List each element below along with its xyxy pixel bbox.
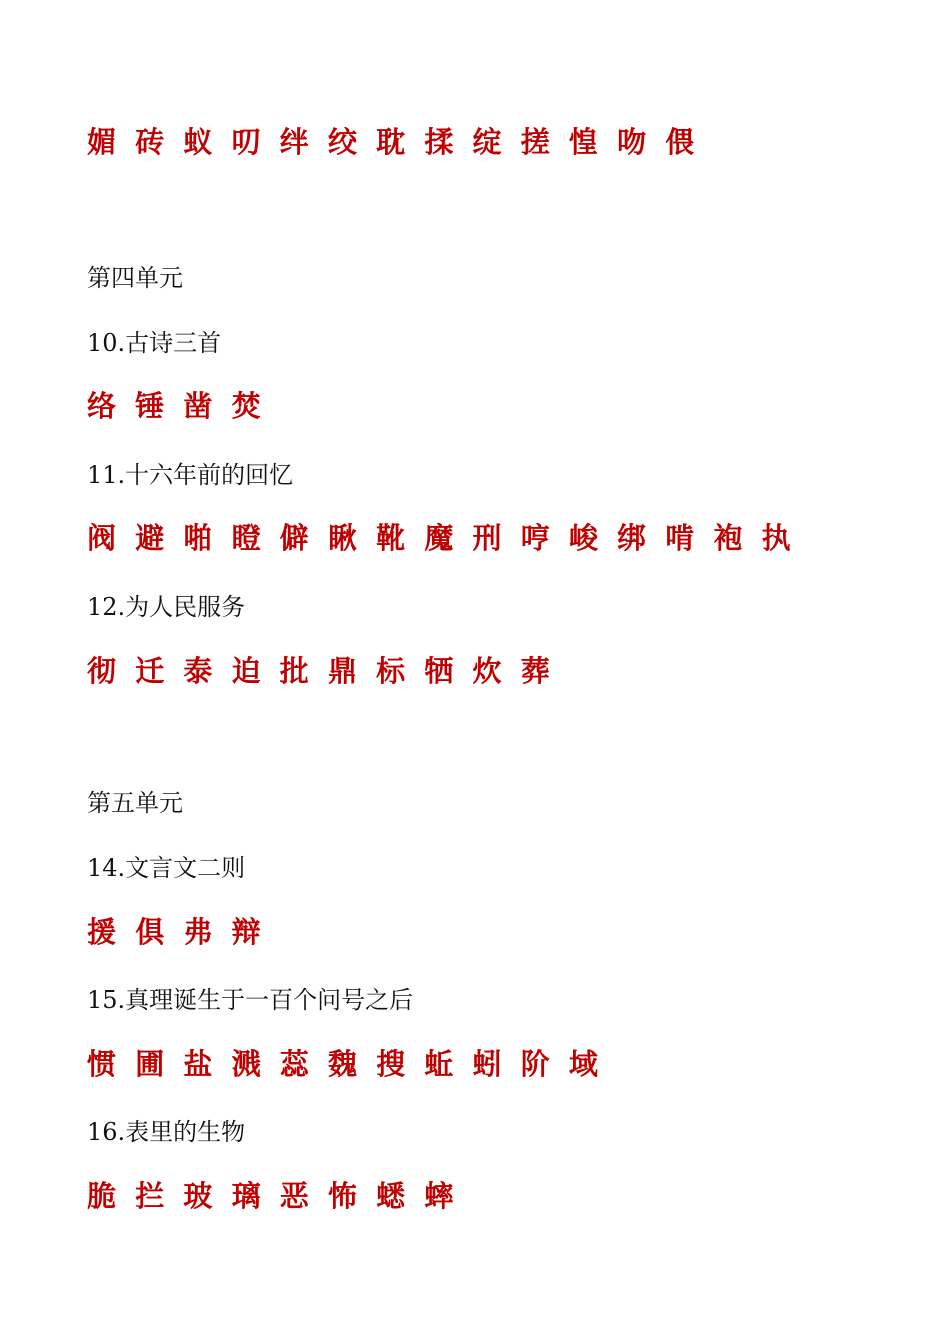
vocab-char: 绞: [327, 125, 357, 159]
vocab-char: 惯: [87, 1047, 117, 1081]
vocab-char: 啃: [665, 521, 695, 555]
vocab-char: 阶: [520, 1047, 550, 1081]
vocab-char: 玻: [183, 1179, 213, 1213]
vocab-char: 绽: [472, 125, 502, 159]
vocab-char: 葬: [520, 654, 550, 688]
vocab-char: 辩: [231, 915, 261, 949]
vocab-char: 魏: [327, 1047, 357, 1081]
vocab-char: 吻: [617, 125, 647, 159]
vocab-char: 蟋: [376, 1179, 406, 1213]
vocab-char: 盐: [183, 1047, 213, 1081]
vocab-char: 叨: [231, 125, 261, 159]
vocab-char: 恶: [279, 1179, 309, 1213]
vocab-char: 援: [87, 915, 117, 949]
vocab-char: 媚: [87, 125, 117, 159]
char-row-lesson-16: [87, 1176, 473, 1216]
vocab-char: 溅: [231, 1047, 261, 1081]
vocab-char: 拦: [135, 1179, 165, 1213]
vocab-char: 俱: [135, 915, 165, 949]
vocab-char: 域: [568, 1047, 598, 1081]
vocab-char: 蕊: [279, 1047, 309, 1081]
unit-heading: 第四单元: [87, 264, 183, 292]
vocab-char: 标: [376, 654, 406, 688]
vocab-char: 瞅: [327, 521, 357, 555]
vocab-char: 脆: [87, 1179, 117, 1213]
char-row-lesson-15: [87, 1044, 617, 1084]
vocab-char: 砖: [135, 125, 165, 159]
lesson-title: 14.文言文二则: [87, 854, 246, 882]
char-row-intro: [87, 122, 713, 162]
lesson-title: 16.表里的生物: [87, 1118, 246, 1146]
vocab-char: 惶: [568, 125, 598, 159]
vocab-char: 啪: [183, 521, 213, 555]
vocab-char: 僻: [279, 521, 309, 555]
vocab-char: 怖: [327, 1179, 357, 1213]
vocab-char: 耽: [376, 125, 406, 159]
lesson-title: 15.真理诞生于一百个问号之后: [87, 986, 414, 1014]
vocab-char: 焚: [231, 389, 261, 423]
vocab-char: 搓: [520, 125, 550, 159]
vocab-char: 璃: [231, 1179, 261, 1213]
vocab-char: 炊: [472, 654, 502, 688]
vocab-char: 峻: [568, 521, 598, 555]
vocab-char: 弗: [183, 915, 213, 949]
vocab-char: 绑: [617, 521, 647, 555]
vocab-char: 阀: [87, 521, 117, 555]
vocab-char: 蚓: [472, 1047, 502, 1081]
vocab-char: 迫: [231, 654, 261, 688]
vocab-char: 搜: [376, 1047, 406, 1081]
vocab-char: 凿: [183, 389, 213, 423]
unit-heading: 第五单元: [87, 789, 183, 817]
vocab-char: 执: [761, 521, 791, 555]
vocab-char: 偎: [665, 125, 695, 159]
vocab-char: 哼: [520, 521, 550, 555]
vocab-char: 绊: [279, 125, 309, 159]
lesson-title: 10.古诗三首: [87, 329, 222, 357]
char-row-lesson-10: [87, 386, 280, 426]
vocab-char: 鼎: [327, 654, 357, 688]
vocab-char: 迁: [135, 654, 165, 688]
char-row-lesson-12: [87, 651, 569, 691]
char-row-lesson-11: [87, 518, 810, 558]
vocab-char: 靴: [376, 521, 406, 555]
vocab-char: 袍: [713, 521, 743, 555]
vocab-char: 批: [279, 654, 309, 688]
char-row-lesson-14: [87, 912, 280, 952]
vocab-char: 络: [87, 389, 117, 423]
vocab-char: 蟀: [424, 1179, 454, 1213]
vocab-char: 蚁: [183, 125, 213, 159]
vocab-char: 彻: [87, 654, 117, 688]
vocab-char: 牺: [424, 654, 454, 688]
lesson-title: 11.十六年前的回忆: [87, 461, 294, 489]
vocab-char: 刑: [472, 521, 502, 555]
lesson-title: 12.为人民服务: [87, 593, 246, 621]
vocab-char: 蚯: [424, 1047, 454, 1081]
vocab-char: 泰: [183, 654, 213, 688]
vocab-char: 揉: [424, 125, 454, 159]
vocab-char: 瞪: [231, 521, 261, 555]
vocab-char: 圃: [135, 1047, 165, 1081]
vocab-char: 避: [135, 521, 165, 555]
vocab-char: 魔: [424, 521, 454, 555]
vocab-char: 锤: [135, 389, 165, 423]
